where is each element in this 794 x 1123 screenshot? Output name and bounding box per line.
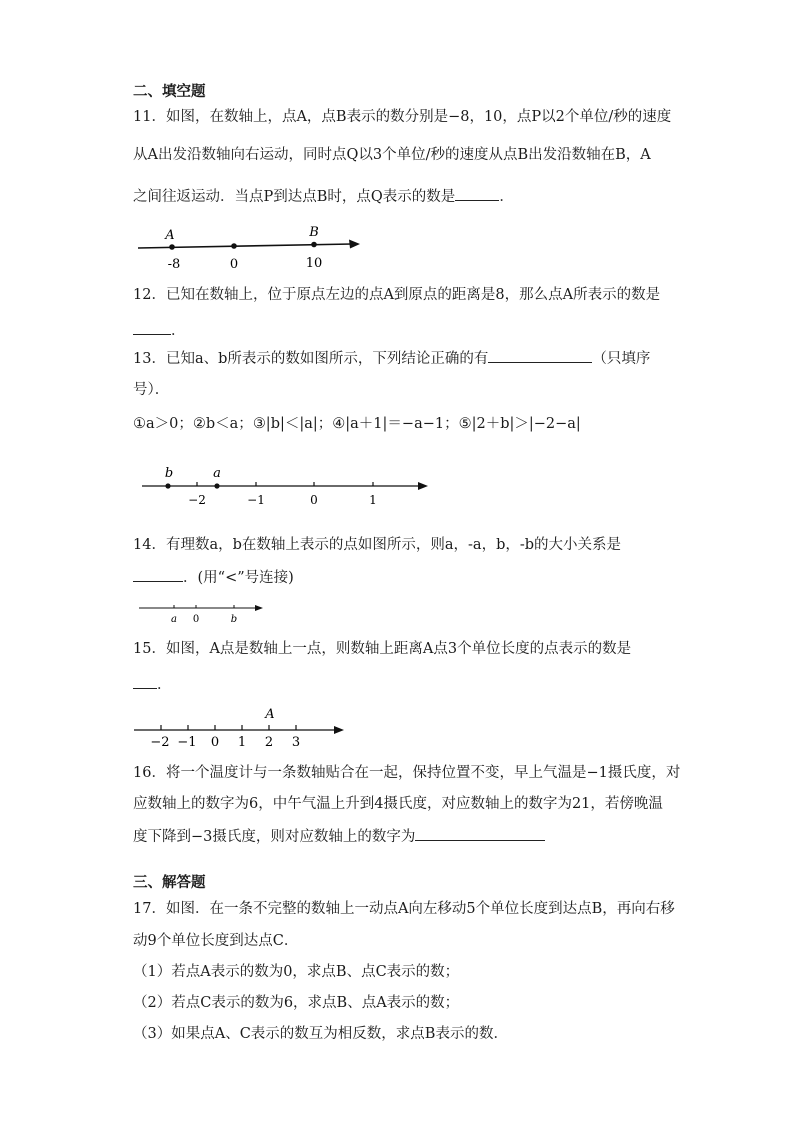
section-heading-fill-in: 二、填空题 xyxy=(133,84,206,100)
q13-line-1-text: 13．已知a、b所表示的数如图所示，下列结论正确的有 xyxy=(133,351,489,367)
q11-label-a: A xyxy=(165,228,175,243)
q14-line-2-end: ．(用“<”号连接) xyxy=(183,570,294,586)
q13-option-3: ③|b|＜|a|； xyxy=(252,416,333,432)
q15-tick-label-3: 3 xyxy=(291,735,301,750)
q11-point-zero xyxy=(231,243,237,249)
q13-number-line-figure xyxy=(140,462,440,510)
q11-point-b xyxy=(311,242,317,248)
q17-part-3: （3）如果点A、C表示的数互为相反数，求点B表示的数． xyxy=(133,1026,508,1042)
q17-line-1: 17．如图．在一条不完整的数轴上一动点A向左移动5个单位长度到达点B，再向右移 xyxy=(133,901,675,917)
q15-tick-label-neg1: −1 xyxy=(177,735,197,750)
q13-tick-label-1: 1 xyxy=(369,493,377,507)
q13-tick-label-0: 0 xyxy=(310,493,318,507)
q17-line-2: 动9个单位长度到达点C． xyxy=(133,933,299,949)
q13-line-1-end: （只填序 xyxy=(592,351,651,367)
q15-tick-label-0: 0 xyxy=(210,735,220,750)
q15-label-a: A xyxy=(265,707,275,722)
q11-tick-label-0: 0 xyxy=(229,257,239,272)
q14-line-2 xyxy=(133,567,294,588)
q12-line-2 xyxy=(133,320,186,341)
q11-line-1: 11．如图，在数轴上，点A，点B表示的数分别是−8，10，点P以2个单位/秒的速度 xyxy=(133,109,672,125)
q15-number-line-figure xyxy=(132,702,352,750)
q11-answer-blank[interactable] xyxy=(455,186,499,201)
q14-line-1: 14．有理数a，b在数轴上表示的点如图所示，则a，-a，b，-b的大小关系是 xyxy=(133,537,622,553)
q13-line-2: 号）． xyxy=(133,382,170,398)
q13-options xyxy=(133,414,581,434)
q11-line-3-text: 之间往返运动．当点P到达点B时，点Q表示的数是 xyxy=(133,189,456,205)
q12-line-1: 12．已知在数轴上，位于原点左边的点A到原点的距离是8，那么点A所表示的数是 xyxy=(133,287,661,303)
q13-answer-blank[interactable] xyxy=(488,348,592,363)
q14-number-line-figure xyxy=(137,598,277,628)
q15-line-1: 15．如图，A点是数轴上一点，则数轴上距离A点3个单位长度的点表示的数是 xyxy=(133,641,632,657)
q11-tick-label-10: 10 xyxy=(305,256,323,271)
q14-label-b: b xyxy=(230,614,238,625)
q13-axis-arrow xyxy=(418,482,428,490)
q14-label-0: 0 xyxy=(192,614,200,625)
q15-answer-blank[interactable] xyxy=(133,674,157,689)
q13-option-4: ④|a＋1|＝−a−1； xyxy=(332,416,459,432)
section-heading-answer: 三、解答题 xyxy=(133,875,206,891)
q12-answer-blank[interactable] xyxy=(133,320,171,335)
q15-line-2 xyxy=(133,674,172,695)
q15-tick-label-1: 1 xyxy=(237,735,247,750)
q11-point-a xyxy=(169,244,175,250)
q15-tick-label-2: 2 xyxy=(264,735,274,750)
q15-line-2-end: ． xyxy=(157,677,172,693)
q11-line-3-end: ． xyxy=(499,189,514,205)
q13-label-a: a xyxy=(213,466,221,481)
q11-line-2: 从A出发沿数轴向右运动，同时点Q以3个单位/秒的速度从点B出发沿数轴在B，A xyxy=(133,147,651,163)
q12-line-2-end: ． xyxy=(171,323,186,339)
q11-tick-label-neg8: -8 xyxy=(167,257,181,272)
q13-tick-label-neg1: −1 xyxy=(247,493,265,507)
q13-option-5: ⑤|2＋b|＞|−2−a| xyxy=(458,416,581,432)
q16-line-1: 16．将一个温度计与一条数轴贴合在一起，保持位置不变，早上气温是−1摄氏度，对 xyxy=(133,765,681,781)
q13-label-b: b xyxy=(164,466,174,481)
q15-tick-label-neg2: −2 xyxy=(150,735,170,750)
q16-line-3-text: 度下降到−3摄氏度，则对应数轴上的数字为 xyxy=(133,829,416,845)
q13-point-b xyxy=(165,483,170,488)
q14-answer-blank[interactable] xyxy=(133,567,183,582)
q14-label-a: a xyxy=(171,614,177,625)
q13-point-a xyxy=(214,483,219,488)
q13-line-1 xyxy=(133,348,650,369)
q11-line-3 xyxy=(133,186,514,207)
q16-line-3 xyxy=(133,826,545,847)
q16-answer-blank[interactable] xyxy=(415,826,545,841)
q15-axis-arrow xyxy=(334,726,344,734)
q13-tick-label-neg2: −2 xyxy=(188,493,206,507)
q11-axis-arrow xyxy=(349,240,360,249)
q14-axis-arrow xyxy=(255,605,263,611)
q16-line-2: 应数轴上的数字为6，中午气温上升到4摄氏度，对应数轴上的数字为21，若傍晚温 xyxy=(133,796,663,812)
q11-number-line-figure xyxy=(130,222,370,272)
q11-label-b: B xyxy=(309,225,319,240)
q13-option-1: ①a＞0； xyxy=(133,416,193,432)
q13-option-2: ②b＜a； xyxy=(192,416,253,432)
q17-part-1: （1）若点A表示的数为0，求点B、点C表示的数； xyxy=(133,964,460,980)
q17-part-2: （2）若点C表示的数为6，求点B、点A表示的数； xyxy=(133,995,460,1011)
